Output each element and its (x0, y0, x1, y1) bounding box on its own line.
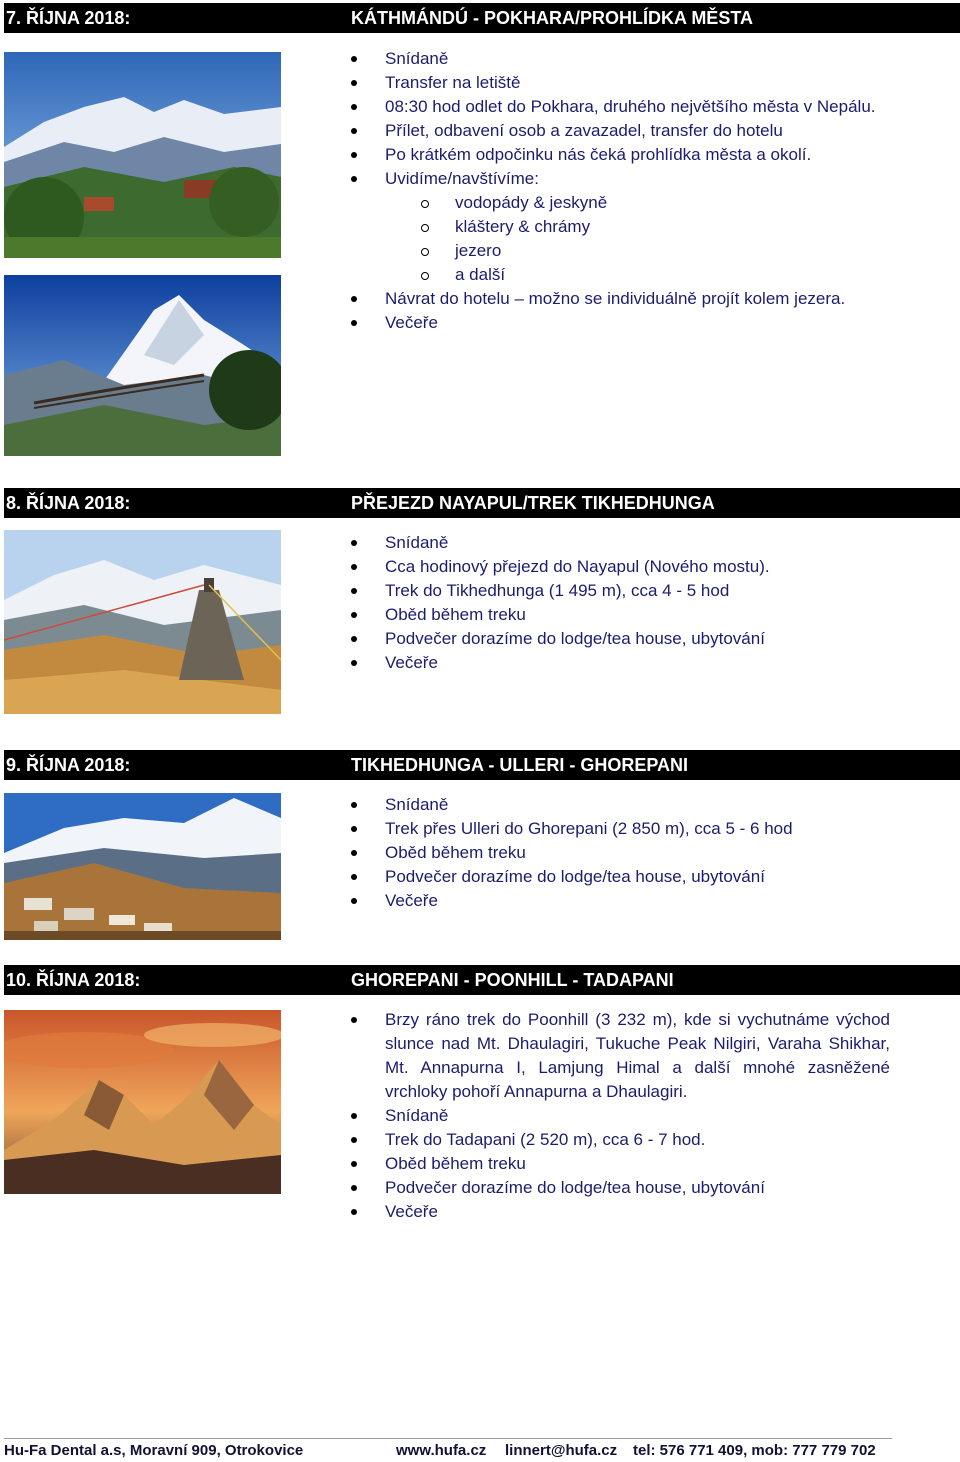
list-item: Transfer na letiště (350, 71, 890, 95)
list-item: Oběd během treku (350, 603, 890, 627)
photo-annapurna-village (4, 52, 281, 258)
list-item: Snídaně (350, 793, 890, 817)
sub-list-item: a další (350, 263, 890, 287)
day-header-8 (4, 488, 960, 518)
day-title: KÁTHMÁNDÚ - POKHARA/PROHLÍDKA MĚSTA (351, 8, 753, 28)
list-item: Trek do Tikhedhunga (1 495 m), cca 4 - 5 hod (350, 579, 890, 603)
list-item: Podvečer dorazíme do lodge/tea house, ubytování (350, 865, 890, 889)
day-date: 10. ŘÍJNA 2018: (6, 970, 141, 990)
footer-company: Hu-Fa Dental a.s, Moravní 909, Otrokovice (4, 1442, 304, 1459)
day-title: PŘEJEZD NAYAPUL/TREK TIKHEDHUNGA (351, 493, 715, 513)
photo-sunrise-peaks (4, 1010, 281, 1194)
sub-list-item: kláštery & chrámy (350, 215, 890, 239)
list-item: Podvečer dorazíme do lodge/tea house, ubytování (350, 627, 890, 651)
day-items-7 (350, 47, 890, 335)
list-item: Večeře (350, 889, 890, 913)
day-title: TIKHEDHUNGA - ULLERI - GHOREPANI (351, 755, 688, 775)
footer-divider (4, 1438, 892, 1439)
footer-web-link[interactable]: www.hufa.cz (396, 1442, 487, 1459)
photo-suspension-bridge (4, 275, 281, 456)
list-item: Večeře (350, 651, 890, 675)
day-date: 7. ŘÍJNA 2018: (6, 8, 131, 28)
footer-phones: tel: 576 771 409, mob: 777 779 702 (633, 1442, 876, 1459)
day-header-7 (4, 3, 960, 33)
list-item: Večeře (350, 311, 890, 335)
photo-ghorepani-village (4, 793, 281, 940)
day-items-10 (350, 1008, 890, 1224)
list-item: Snídaně (350, 47, 890, 71)
list-item: Snídaně (350, 1104, 890, 1128)
sub-list-item: vodopády & jeskyně (350, 191, 890, 215)
list-item: 08:30 hod odlet do Pokhara, druhého největšího města v Nepálu. (350, 95, 890, 119)
day-date: 8. ŘÍJNA 2018: (6, 493, 131, 513)
list-item: Oběd během treku (350, 841, 890, 865)
day-header-9 (4, 750, 960, 780)
photo-stupa-mountains (4, 530, 281, 714)
list-item: Návrat do hotelu – možno se individuálně projít kolem jezera. (350, 287, 890, 311)
day-items-9 (350, 793, 890, 913)
list-item: Po krátkém odpočinku nás čeká prohlídka města a okolí. (350, 143, 890, 167)
list-item: Snídaně (350, 531, 890, 555)
list-item: Trek přes Ulleri do Ghorepani (2 850 m), cca 5 - 6 hod (350, 817, 890, 841)
footer-email-link[interactable]: linnert@hufa.cz (505, 1442, 618, 1459)
day-header-10 (4, 965, 960, 995)
list-item: Podvečer dorazíme do lodge/tea house, ubytování (350, 1176, 890, 1200)
list-item: Uvidíme/navštívíme: (350, 167, 890, 191)
list-item: Večeře (350, 1200, 890, 1224)
list-item: Brzy ráno trek do Poonhill (3 232 m), kde si vychutnáme východ slunce nad Mt. Dhaulagiri, Tukuche Peak Nilgiri, Varaha Shikhar, Mt. Annapurna I, Lamjung Himal a další mnohé zasněžené vrchloky pohoří Annapurna a Dhaulagiri. (350, 1008, 890, 1104)
sub-list-item: jezero (350, 239, 890, 263)
day-date: 9. ŘÍJNA 2018: (6, 755, 131, 775)
day-title: GHOREPANI - POONHILL - TADAPANI (351, 970, 674, 990)
list-item: Oběd během treku (350, 1152, 890, 1176)
list-item: Cca hodinový přejezd do Nayapul (Nového mostu). (350, 555, 890, 579)
list-item: Přílet, odbavení osob a zavazadel, transfer do hotelu (350, 119, 890, 143)
list-item: Trek do Tadapani (2 520 m), cca 6 - 7 hod. (350, 1128, 890, 1152)
day-items-8 (350, 531, 890, 675)
